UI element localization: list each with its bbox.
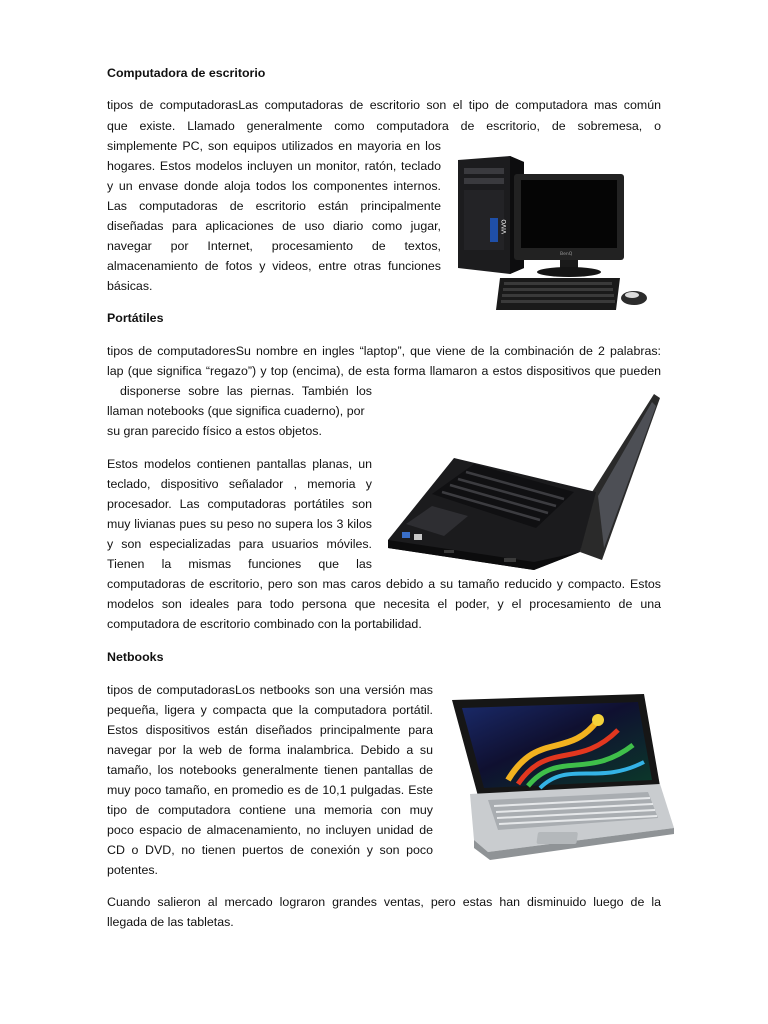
paragraph-line: navegar por Internet, procesamiento de textos, bbox=[107, 239, 441, 253]
desktop-computer-image bbox=[452, 150, 652, 312]
paragraph-line: tipo de computadora contiene una memoria con muy bbox=[107, 803, 433, 817]
paragraph-line: llegada de las tabletas. bbox=[107, 915, 234, 929]
paragraph-line: poco espacio de almacenamiento, no incluyen unidad de bbox=[107, 823, 433, 837]
paragraph-line: CD o DVD, no tienen puertos de conexión y son poco bbox=[107, 843, 433, 857]
paragraph-line: Estos modelos contienen pantallas planas, un bbox=[107, 457, 372, 471]
paragraph-line: Las computadoras de escritorio están principalmente bbox=[107, 199, 441, 213]
paragraph-line: básicas. bbox=[107, 279, 153, 293]
paragraph-line: potentes. bbox=[107, 863, 158, 877]
paragraph-line: simplemente PC, son equipos utilizados en mayoria en los bbox=[107, 139, 441, 153]
paragraph-line: hogares. Estos modelos incluyen un monitor, ratón, teclado bbox=[107, 159, 441, 173]
paragraph-line: disponerse sobre las piernas. También los bbox=[120, 384, 372, 398]
netbook-image bbox=[448, 690, 676, 862]
paragraph-line: Tienen la mismas funciones que las bbox=[107, 557, 372, 571]
tower-logo-text: VIVO bbox=[501, 219, 508, 234]
monitor-brand-text: BenQ bbox=[560, 252, 573, 257]
paragraph-line: tipos de computadoresSu nombre en ingles “laptop”, que viene de la combinación de 2 palabras: bbox=[107, 344, 661, 358]
paragraph-line: tipos de computadorasLas computadoras de escritorio son el tipo de computadora mas común bbox=[107, 98, 661, 112]
paragraph-line: su gran parecido físico a estos objetos. bbox=[107, 424, 322, 438]
paragraph-line: Estos dispositivos están diseñados principalmente para bbox=[107, 723, 433, 737]
paragraph-line: almacenamiento de fotos y videos, entre otras funciones bbox=[107, 259, 441, 273]
paragraph-line: modelos son ideales para todo persona que necesita el poder, y el procesamiento de una bbox=[107, 597, 661, 611]
paragraph-line: teclado, dispositivo señalador , memoria y bbox=[107, 477, 372, 491]
paragraph-line: navegar por la web de forma inalambrica. Debido a su bbox=[107, 743, 433, 757]
paragraph-line: diseñadas para aplicaciones de uso diario como jugar, bbox=[107, 219, 441, 233]
paragraph-line: y son especializadas para usuarios móviles. bbox=[107, 537, 372, 551]
paragraph-line: pequeña, ligera y compacta que la computadora portátil. bbox=[107, 703, 433, 717]
paragraph-line: y un envase donde aloja todos los componentes internos. bbox=[107, 179, 441, 193]
paragraph-line: computadora de escritorio combinado con la portabilidad. bbox=[107, 617, 422, 631]
paragraph-line: procesador. Las computadoras portátiles son bbox=[107, 497, 372, 511]
section-heading-laptops: Portátiles bbox=[107, 311, 164, 325]
paragraph-line: tamaño, los notebooks generalmente tienen pantallas de bbox=[107, 763, 433, 777]
paragraph-line: llaman notebooks (que significa cuaderno), por bbox=[107, 404, 365, 418]
laptop-image bbox=[384, 392, 662, 572]
paragraph-line: tipos de computadorasLos netbooks son una versión mas bbox=[107, 683, 433, 697]
paragraph-line: computadoras de escritorio, pero son mas caros debido a su tamaño reducido y compacto. Estos bbox=[107, 577, 661, 591]
paragraph-line: muy livianas pues su peso no supera los 3 kilos bbox=[107, 517, 372, 531]
paragraph-line: Cuando salieron al mercado lograron grandes ventas, pero estas han disminuido luego de la bbox=[107, 895, 661, 909]
paragraph-line: muy poco tamaño, en promedio es de 10,1 pulgadas. Este bbox=[107, 783, 433, 797]
paragraph-line: que existe. Llamado generalmente como computadora de escritorio, de sobremesa, o bbox=[107, 119, 661, 133]
section-heading-desktop: Computadora de escritorio bbox=[107, 66, 266, 80]
paragraph-line: lap (que significa “regazo”) y top (encima), de esta forma llamaron a estos dispositivos que pueden bbox=[107, 364, 661, 378]
section-heading-netbooks: Netbooks bbox=[107, 650, 164, 664]
